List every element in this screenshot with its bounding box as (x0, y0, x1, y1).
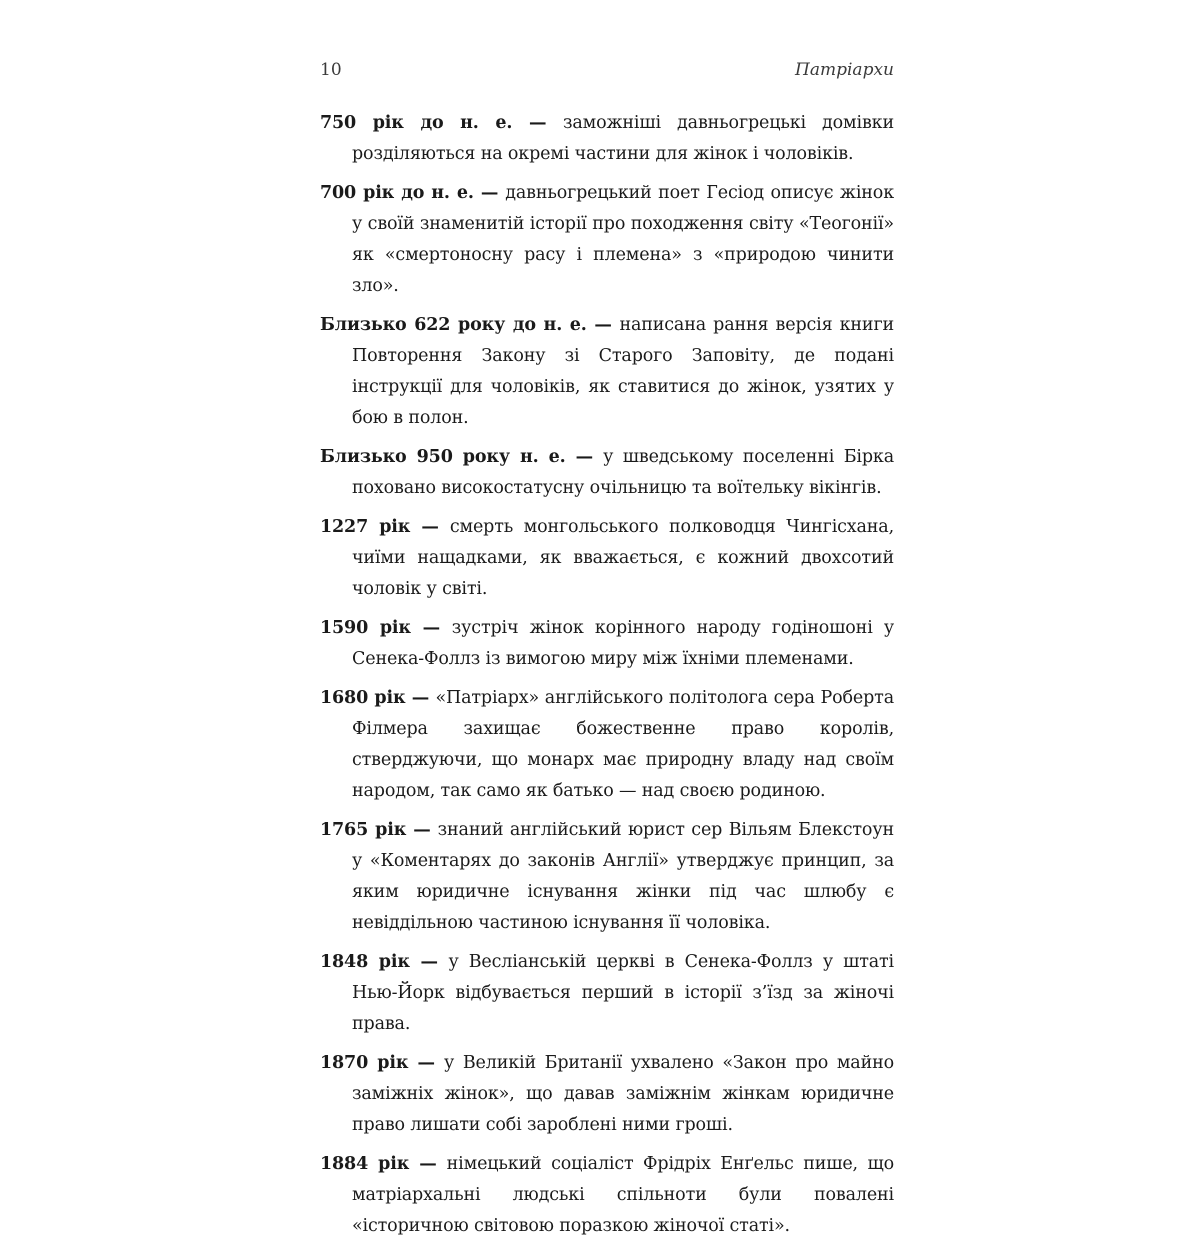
entry-dash: — (409, 952, 449, 972)
book-page (320, 60, 894, 1236)
running-title: Патріархи (795, 60, 894, 80)
timeline-entry (320, 178, 894, 302)
entry-date: Близько 622 року до н. е. (320, 315, 587, 335)
entry-text: у Весліанській церкві в Сенека-Фоллз у штаті Нью-Йорк відбувається перший в історії з’їзд за жіночі права. (352, 952, 894, 1034)
entry-date: 1680 рік (320, 688, 406, 708)
entry-date: 750 рік до н. е. (320, 113, 513, 133)
timeline-entry (320, 1149, 894, 1242)
entry-date: 1848 рік (320, 952, 410, 972)
entry-text: давньогрецький поет Гесіод описує жінок у своїй знаменитій історії про походження світу «Теогонії» як «смертоносну расу і племена» з «природою чинити зло». (352, 183, 894, 296)
timeline-entry (320, 512, 894, 605)
entry-dash: — (410, 618, 452, 638)
timeline-entry (320, 1048, 894, 1141)
timeline-entry (320, 442, 894, 504)
timeline-entry (320, 815, 894, 939)
entry-dash: — (565, 447, 604, 467)
entry-dash: — (405, 688, 436, 708)
timeline-entry (320, 613, 894, 675)
entry-date: 1884 рік (320, 1154, 410, 1174)
entry-text: у шведському поселенні Бірка поховано високостатусну очільницю та воїтельку вікінгів. (352, 447, 894, 498)
entry-text: смерть монгольського полководця Чингісхана, чиїми нащадками, як вважається, є кожний двохсотий чоловік у світі. (352, 517, 894, 599)
timeline-entries (320, 108, 894, 1242)
timeline-entry (320, 310, 894, 434)
entry-text: знаний англійський юрист сер Вільям Блекстоун у «Коментарях до законів Англії» утверджує принцип, за яким юридичне існування жінки під час шлюбу є невіддільною частиною існування її чоловіка. (352, 820, 894, 933)
entry-text: німецький соціаліст Фрідріх Енґельс пише, що матріархальні людські спільноти були повалені «історичною світовою поразкою жіночої статі». (352, 1154, 894, 1236)
entry-text: зустріч жінок корінного народу годіношоні у Сенека-Фоллз із вимогою миру між їхніми племенами. (352, 618, 894, 669)
entry-dash: — (410, 517, 450, 537)
entry-text: написана рання версія книги Повторення Закону зі Старого Заповіту, де подані інструкції для чоловіків, як ставитися до жінок, узятих у бою в полон. (352, 315, 894, 428)
entry-dash: — (473, 183, 506, 203)
timeline-entry (320, 947, 894, 1040)
entry-dash: — (406, 820, 438, 840)
entry-date: 1765 рік (320, 820, 407, 840)
entry-text: «Патріарх» англійського політолога сера Роберта Філмера захищає божественне право королів, стверджуючи, що монарх має природну владу над своїм народом, так само як батько — над своєю родиною. (352, 688, 894, 801)
page-number: 10 (320, 60, 342, 80)
entry-date: 700 рік до н. е. (320, 183, 474, 203)
entry-dash: — (409, 1154, 447, 1174)
entry-text: у Великій Британії ухвалено «Закон про майно заміжніх жінок», що давав заміжнім жінкам юридичне право лишати собі зароблені ними гроші. (352, 1053, 894, 1135)
entry-date: 1870 рік (320, 1053, 409, 1073)
entry-dash: — (512, 113, 563, 133)
timeline-entry (320, 108, 894, 170)
entry-date: Близько 950 року н. е. (320, 447, 566, 467)
entry-dash: — (586, 315, 620, 335)
entry-text: заможніші давньогрецькі домівки розділяються на окремі частини для жінок і чоловіків. (352, 113, 894, 164)
running-head (320, 60, 894, 90)
timeline-entry (320, 683, 894, 807)
entry-date: 1227 рік (320, 517, 411, 537)
entry-dash: — (408, 1053, 445, 1073)
entry-date: 1590 рік (320, 618, 411, 638)
